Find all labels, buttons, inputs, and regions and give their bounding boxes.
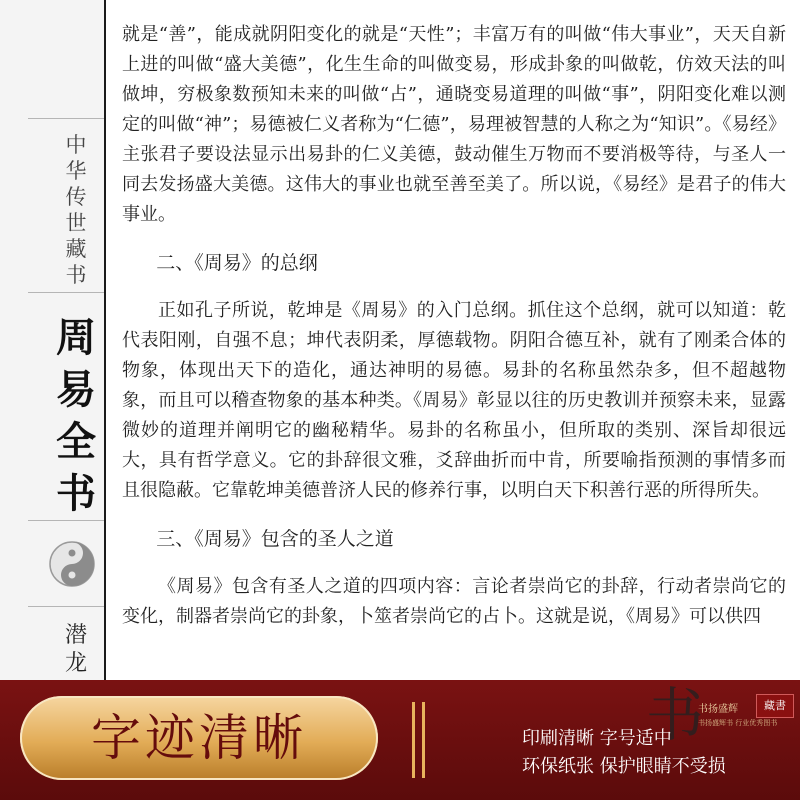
sidebar-bottom-rule [28, 606, 104, 607]
stamp-subtitle: 书扬盛辉书 行业优秀图书 [698, 719, 778, 727]
sidebar-divider [104, 0, 106, 680]
yin-yang-icon [48, 540, 96, 588]
series-title: 中华传世藏书 [65, 133, 87, 287]
paragraph-2: 正如孔子所说，乾坤是《周易》的入门总纲。抓住这个总纲，就可以知道：乾代表阳刚，自强不息；坤代表阴柔，厚德载物。阴阳合德互补，就有了刚柔合体的物象，体现出天下的造化，通达神明的易德。易卦的名称虽然杂多，但不超越物象，而且可以稽查物象的基本种类。《周易》彰显以往的历史教训并预察未来，显露微妙的道理并阐明它的幽秘精华。易卦的名称虽小，但所取的类别、深旨却很远大，具有哲学意义。它的卦辞很文雅，爻辞曲折而中肯，所要喻指预测的事情多而且很隐蔽。它靠乾坤美德普济人民的修养行事，以明白天下积善行恶的所得所失。 [122, 300, 786, 501]
page-body [122, 20, 786, 650]
headline-pill [20, 696, 378, 780]
sidebar-lower-rule [28, 520, 104, 521]
feature-line-1: 印刷清晰 字号适中 [522, 728, 672, 749]
paragraph-1: 就是“善”，能成就阴阳变化的就是“天性”；丰富万有的叫做“伟大事业”，天天自新上进的叫做“盛大美德”，化生生命的叫做变易，形成卦象的叫做乾，仿效天法的叫做坤，穷极象数预知未来的叫做“占”，通晓变易道理的叫做“事”，阴阳变化难以测定的叫做“神”；易德被仁义者称为“仁德”，易理被智慧的人称之为“知识”。《易经》主张君子要设法显示出易卦的仁义美德，鼓动催生万物而不要消极等待，与圣人一同去发扬盛大美德。这伟大的事业也就至善至美了。所以说，《易经》是君子的伟大事业。 [122, 24, 786, 225]
sidebar [0, 0, 104, 680]
book-title: 周易全书 [56, 315, 96, 517]
gold-divider-left [412, 702, 415, 778]
sidebar-top-rule [28, 118, 104, 119]
headline-text: 字迹清晰 [91, 709, 307, 767]
paragraph-3: 《周易》包含有圣人之道的四项内容：言论者崇尚它的卦辞，行动者崇尚它的变化，制器者崇尚它的卦象，卜筮者崇尚它的占卜。这就是说，《周易》可以供四 [122, 576, 786, 627]
sidebar-bottom-text: 潜龙 [64, 623, 87, 676]
gold-divider-right [422, 702, 425, 778]
feature-line-2: 环保纸张 保护眼睛不受损 [522, 756, 726, 777]
section-heading-3: 三、《周易》包含的圣人之道 [156, 528, 394, 550]
sidebar-middle-rule [28, 292, 104, 293]
promo-banner [0, 680, 800, 800]
stamp-seal: 藏書 [756, 694, 794, 718]
stamp-brand-name: 书扬盛辉 [698, 704, 738, 715]
stamp-calligraphy: 书 [646, 681, 705, 749]
section-heading-2: 二、《周易》的总纲 [156, 252, 318, 274]
